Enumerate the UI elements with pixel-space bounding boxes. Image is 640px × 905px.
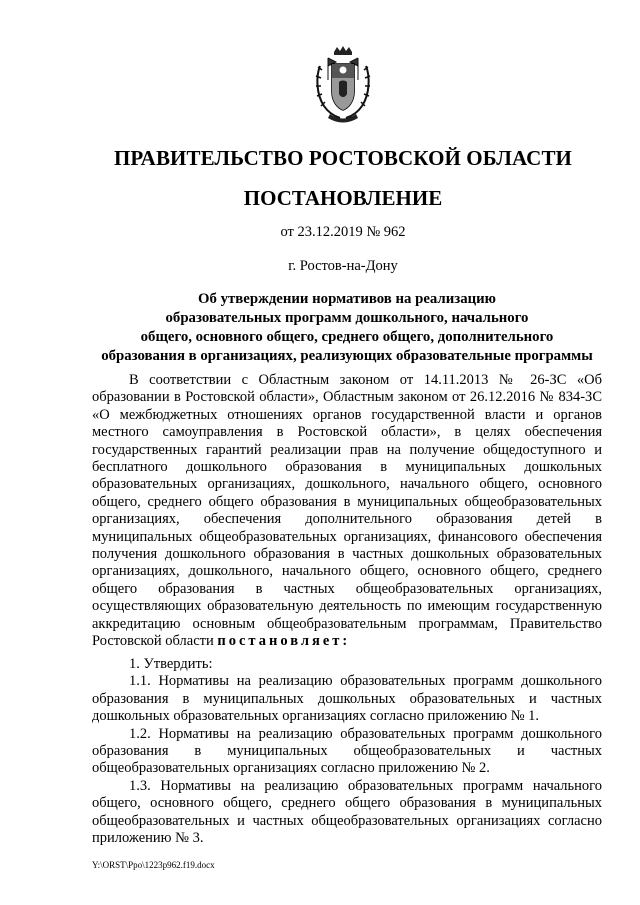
document-title (92, 290, 602, 366)
coat-of-arms-icon (314, 46, 372, 124)
preamble-text: В соответствии с Областным законом от 14.11.2013 № 26-ЗС «Об образовании в Ростовской области», Областным законом от 26.12.2016 № 834-ЗС «О межбюджетных отношениях органов государственной власти и органов местного самоуправления в Ростовской области», в целях обеспечения государственных гарантий реализации прав на получение общедоступного и бесплатного дошкольного образования в муниципальных дошкольных образовательных организациях, дошкольного, начального общего, основного общего, среднего общего образования в муниципальных общеобразовательных организациях, обеспечения дополнительного образования детей в муниципальных общеобразовательных организациях, финансового обеспечения получения дошкольного образования в частных дошкольных образовательных организациях, дошкольного, начального общего, основного общего, среднего общего образования в частных общеобразовательных организациях, осуществляющих образовательную деятельность по имеющим государственную аккредитацию основным общеобразовательным программам, Правительство Ростовской области (92, 372, 602, 650)
file-path-footer: Y:\ORST\Ppo\1223p962.f19.docx (92, 860, 215, 870)
date-number: от 23.12.2019 № 962 (280, 224, 406, 240)
title-line: общего, основного общего, среднего общего, дополнительного (140, 329, 554, 345)
title-line: образования в организациях, реализующих образовательные программы (101, 348, 593, 364)
resolves-word: постановляет: (217, 633, 351, 650)
preamble-paragraph (92, 372, 602, 651)
document-type: ПОСТАНОВЛЕНИЕ (243, 186, 443, 210)
list-item: 1.2. Нормативы на реализацию образовательных программ дошкольного образования в муниципальных общеобразовательных и частных общеобразовательных организациях согласно приложению № 2. (92, 725, 602, 777)
list-item: 1.3. Нормативы на реализацию образовательных программ начального общего, основного общего, среднего общего образования в муниципальных общеобразовательных и частных общеобразовательных организациях согласно приложению № 3. (92, 777, 602, 847)
organization-name: ПРАВИТЕЛЬСТВО РОСТОВСКОЙ ОБЛАСТИ (114, 146, 572, 170)
title-line: Об утверждении нормативов на реализацию (198, 291, 496, 307)
title-line: образовательных программ дошкольного, начального (165, 310, 529, 326)
list-item: 1. Утвердить: (129, 656, 213, 672)
list-item: 1.1. Нормативы на реализацию образовательных программ дошкольного образования в муниципальных дошкольных образовательных и частных дошкольных образовательных организациях согласно приложению № 1. (92, 673, 602, 725)
city: г. Ростов-на-Дону (288, 258, 398, 274)
resolution-items (92, 656, 602, 847)
